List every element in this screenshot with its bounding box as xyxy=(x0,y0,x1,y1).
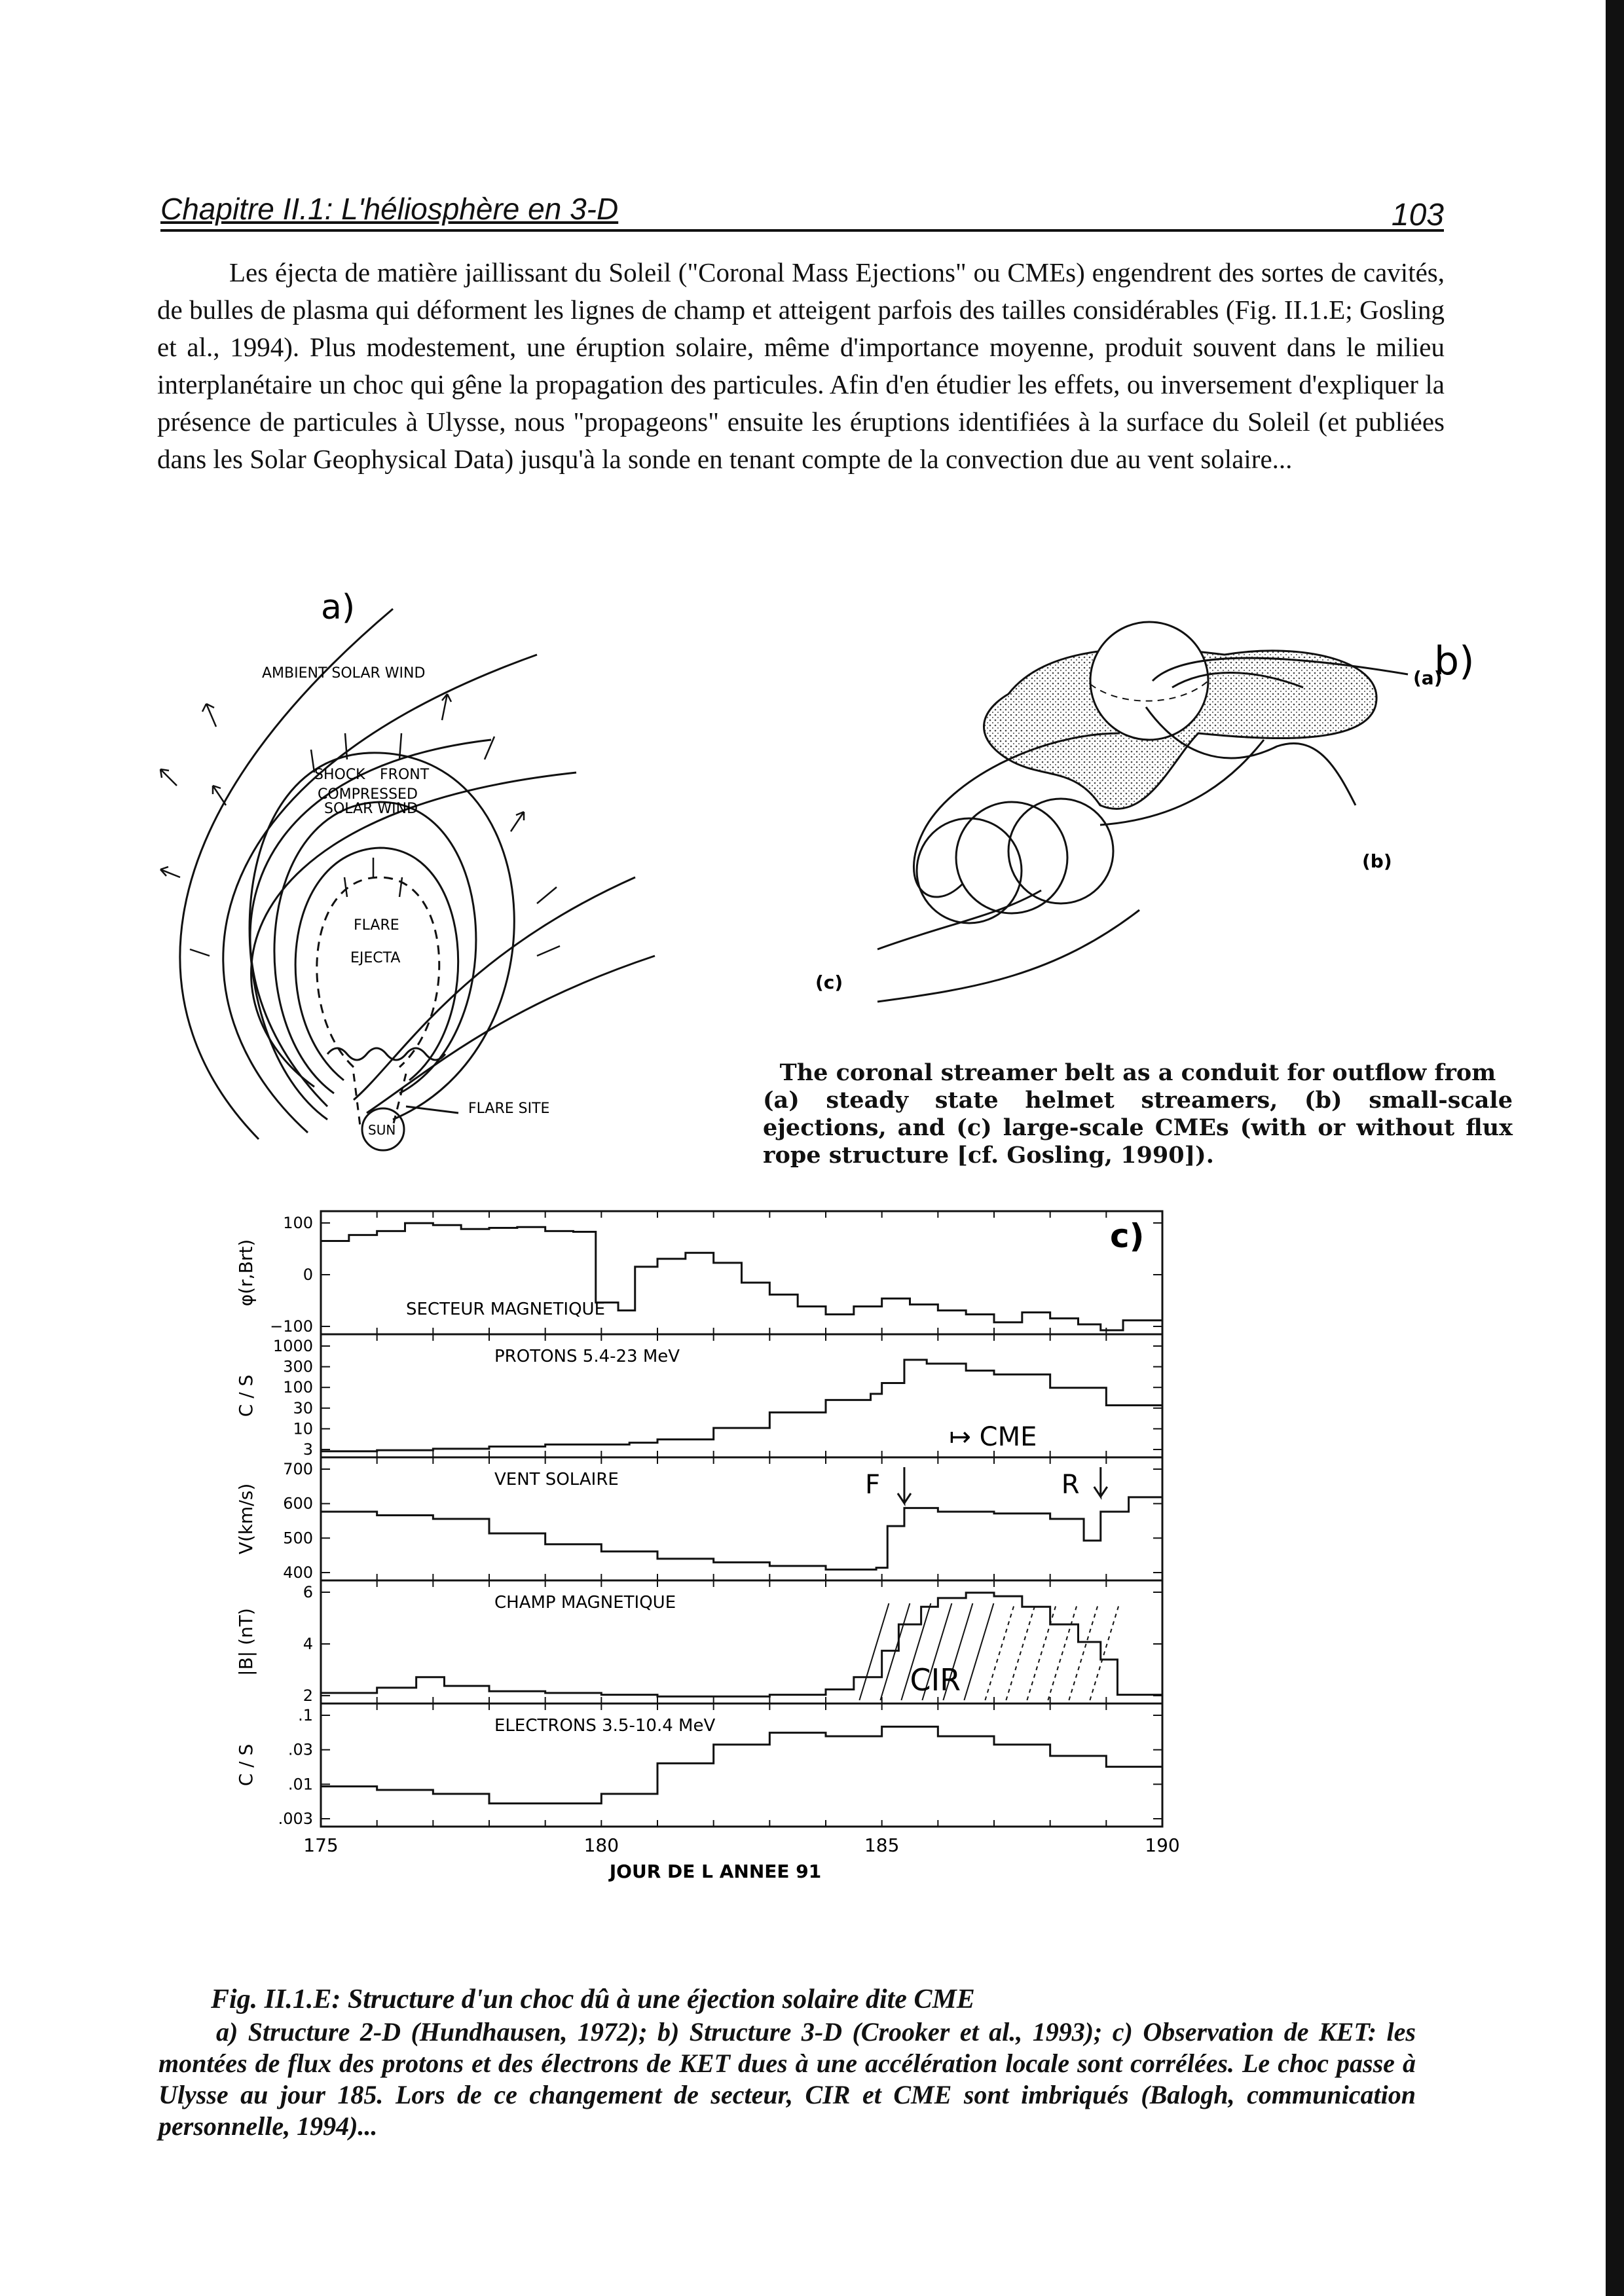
figure-a-diagram xyxy=(118,589,733,1159)
x-tick-label: 180 xyxy=(583,1834,619,1856)
label-flare: FLARE xyxy=(354,917,399,934)
y-tick-label: −100 xyxy=(270,1317,313,1336)
y-tick-label: .03 xyxy=(287,1740,313,1759)
ejecta-inner xyxy=(317,877,439,1067)
x-axis-label: JOUR DE L ANNEE 91 xyxy=(609,1861,822,1882)
label-sun: SUN xyxy=(368,1122,396,1138)
y-axis-label: C / S xyxy=(235,1374,257,1417)
flux-rope-loop xyxy=(1008,799,1113,903)
y-tick-label: .003 xyxy=(278,1810,313,1828)
panel-label-a: a) xyxy=(321,589,356,627)
chapter-title: Chapitre II.1: L'héliosphère en 3-D xyxy=(160,192,619,226)
cir-hatch xyxy=(1006,1603,1035,1700)
page-header xyxy=(160,190,1444,232)
figure-c-chart xyxy=(216,1198,1198,1912)
field-line xyxy=(354,877,635,1100)
wind-arrows xyxy=(160,694,560,956)
label-a: (a) xyxy=(1413,667,1443,689)
label-solar-wind: SOLAR WIND xyxy=(324,801,418,817)
panel-frame xyxy=(321,1704,1162,1827)
annotation-cme: ↦ CME xyxy=(949,1422,1037,1452)
y-tick-label: 3 xyxy=(303,1440,313,1459)
caption-rest: (a) steady state helmet streamers, (b) small-scale ejections, and (c) large-scale CMEs (with or without flux rope structure [cf. Gosling, 1990]). xyxy=(763,1087,1513,1169)
arrow-f xyxy=(898,1467,911,1503)
panel-title: CHAMP MAGNETIQUE xyxy=(494,1593,676,1613)
y-axis-label: C / S xyxy=(235,1743,257,1787)
panel-title: SECTEUR MAGNETIQUE xyxy=(406,1300,606,1319)
field-line xyxy=(367,956,655,1113)
y-tick-label: 100 xyxy=(283,1214,313,1232)
y-tick-label: 0 xyxy=(303,1266,313,1284)
intro-paragraph: Les éjecta de matière jaillissant du Soleil ("Coronal Mass Ejections" ou CMEs) engendrent des sortes de cavités, de bulles de plasma qui déforment les lignes de champ et atteigent parfois des tailles considérables (Fig. II.1.E; Gosling et al., 1994). Plus modestement, une éruption solaire, même d'importance moyenne, produit souvent dans le milieu interplanétaire un choc qui gêne la propagation des particules. Afin d'en étudier les effets, ou inversement d'expliquer la présence de particules à Ulysse, nous "propageons" ensuite les éruptions identifiées à la surface du Soleil (et publiées dans les Solar Geophysical Data) jusqu'à la sonde en tenant compte de la convection due au vent solaire... xyxy=(157,257,1445,474)
y-tick-label: 600 xyxy=(283,1494,313,1513)
page-number: 103 xyxy=(1391,198,1444,232)
field-line xyxy=(223,655,537,1133)
label-c: (c) xyxy=(815,972,843,993)
x-tick-label: 190 xyxy=(1145,1834,1180,1856)
cir-hatch xyxy=(1069,1603,1098,1700)
y-tick-label: 500 xyxy=(283,1529,313,1548)
y-tick-label: 4 xyxy=(303,1635,313,1653)
panel-title: PROTONS 5.4-23 MeV xyxy=(494,1347,680,1366)
y-tick-label: .01 xyxy=(287,1775,313,1794)
panel-title: ELECTRONS 3.5-10.4 MeV xyxy=(494,1716,716,1736)
flux-rope-loop xyxy=(956,802,1067,913)
data-series-line xyxy=(321,1593,1162,1696)
label-shock: SHOCK xyxy=(314,767,365,783)
caption-line-1: The coronal streamer belt as a conduit for outflow from xyxy=(779,1059,1496,1086)
data-series-line xyxy=(321,1726,1162,1803)
panel-label-b: b) xyxy=(1434,638,1475,684)
y-tick-label: 700 xyxy=(283,1460,313,1478)
y-tick-label: 1000 xyxy=(272,1337,313,1355)
y-axis-label: |B| (nT) xyxy=(235,1608,257,1676)
y-tick-label: 100 xyxy=(283,1378,313,1397)
annotation-cir: CIR xyxy=(910,1662,961,1698)
y-tick-label: 10 xyxy=(293,1419,313,1438)
x-tick-label: 175 xyxy=(303,1834,339,1856)
arrow-r xyxy=(1094,1467,1107,1497)
panel-title: VENT SOLAIRE xyxy=(494,1470,619,1489)
panel-label-c: c) xyxy=(1110,1217,1145,1255)
figure-b-caption xyxy=(763,1059,1513,1169)
ejecta-wave xyxy=(327,1048,445,1060)
y-tick-label: 30 xyxy=(293,1398,313,1417)
y-axis-label: V(km/s) xyxy=(235,1483,257,1555)
field-line-c xyxy=(877,890,1041,949)
annotation-f: F xyxy=(864,1470,880,1500)
label-ejecta: EJECTA xyxy=(350,950,401,966)
figure-b-diagram xyxy=(779,609,1532,1034)
field-line xyxy=(251,773,576,1087)
label-compressed: COMPRESSED xyxy=(318,786,418,803)
y-tick-label: 400 xyxy=(283,1563,313,1582)
field-line-c2 xyxy=(877,910,1139,1002)
label-ambient: AMBIENT SOLAR WIND xyxy=(262,665,426,682)
cir-hatch xyxy=(1027,1603,1056,1700)
y-axis-label: φ(r,Brt) xyxy=(235,1239,257,1307)
cir-hatch xyxy=(1090,1603,1119,1700)
x-tick-label: 185 xyxy=(864,1834,900,1856)
data-series-line xyxy=(321,1497,1162,1570)
y-tick-label: 6 xyxy=(303,1583,313,1601)
scan-edge xyxy=(1606,0,1624,2296)
figure-caption-title: Fig. II.1.E: Structure d'un choc dû à une éjection solaire dite CME xyxy=(211,1984,975,2014)
y-tick-label: .1 xyxy=(298,1706,313,1724)
sun-sphere xyxy=(1090,622,1208,740)
label-front: FRONT xyxy=(380,767,430,783)
annotation-r: R xyxy=(1061,1470,1080,1500)
figure-caption-body: a) Structure 2-D (Hundhausen, 1972); b) Structure 3-D (Crooker et al., 1993); c) Observation de KET: les montées de flux des protons et des électrons de KET dues à une accélération locale sont corrélées. Le choc passe à Ulysse au jour 185. Lors de ce changement de secteur, CIR et CME sont imbriqués (Balogh, communication personnelle, 1994)... xyxy=(158,2017,1416,2141)
label-flare-site: FLARE SITE xyxy=(468,1101,550,1117)
y-tick-label: 2 xyxy=(303,1686,313,1705)
compressed-boundary xyxy=(274,802,476,1093)
y-tick-label: 300 xyxy=(283,1357,313,1376)
label-b: (b) xyxy=(1362,850,1392,872)
cir-hatch xyxy=(1048,1603,1077,1700)
